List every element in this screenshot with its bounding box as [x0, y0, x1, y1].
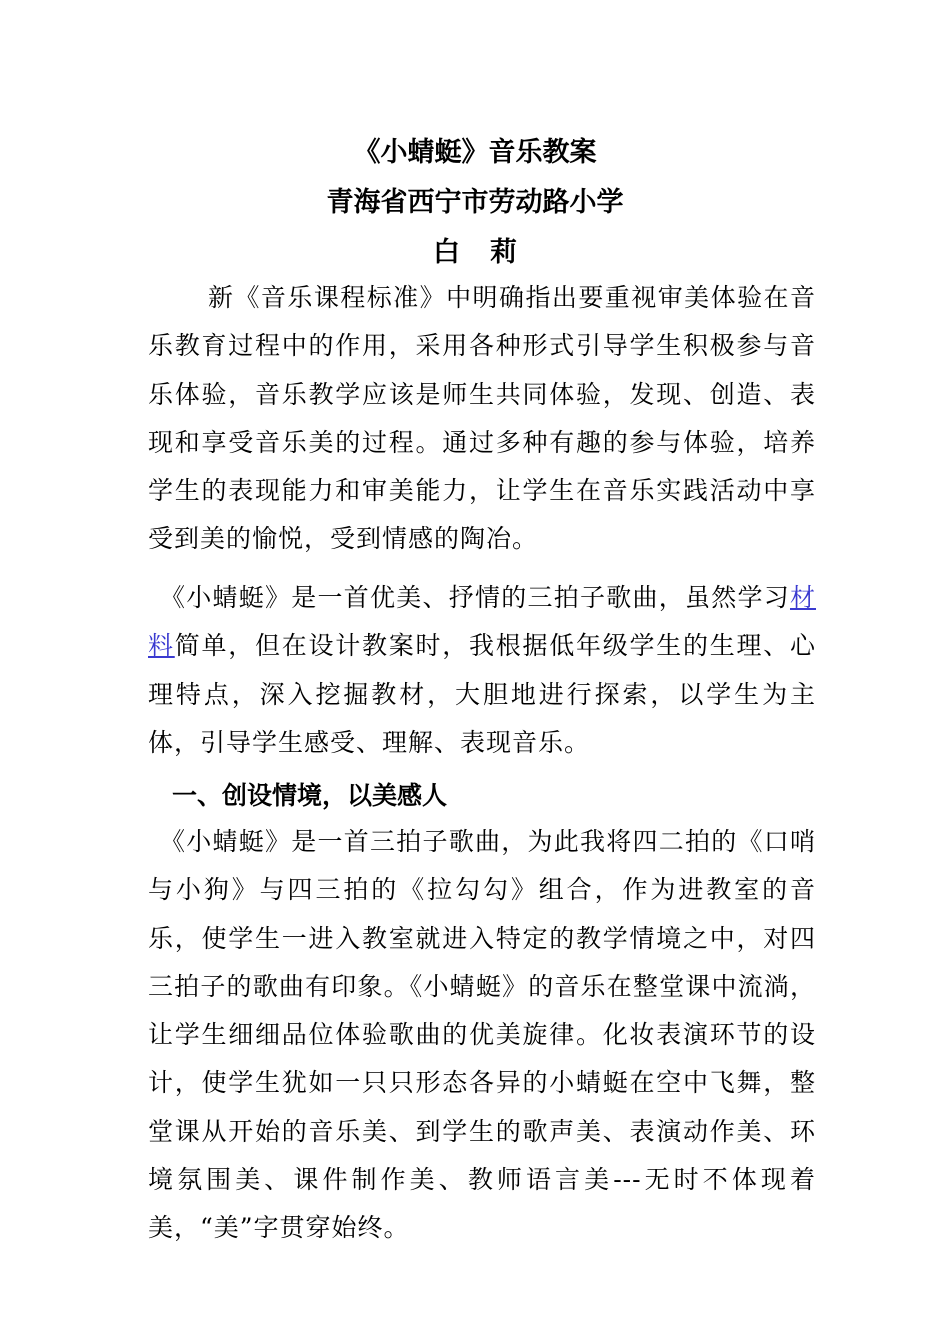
document-title: 《小蜻蜓》音乐教案 [353, 137, 597, 168]
overview-text-before: 《小蜻蜓》是一首优美、抒情的三拍子歌曲，虽然学习 [160, 583, 790, 612]
section-heading: 一、创设情境，以美感人 [172, 781, 448, 810]
author-name: 白莉 [433, 237, 547, 268]
overview-text-after: 简单，但在设计教案时，我根据低年级学生的生理、心理特点，深入挖掘教材，大胆地进行探索，以学生为主体，引导学生感受、理解、表现音乐。 [148, 631, 816, 757]
materials-link[interactable]: 材料 [148, 583, 816, 661]
intro-paragraph: 新《音乐课程标准》中明确指出要重视审美体验在音乐教育过程中的作用，采用各种形式引导学生积极参与音乐体验，音乐教学应该是师生共同体验，发现、创造、表现和享受音乐美的过程。通过多种有趣的参与体验，培养学生的表现能力和审美能力，让学生在音乐实践活动中享受到美的愉悦，受到情感的陶冶。 [148, 283, 816, 554]
overview-paragraph [148, 574, 816, 767]
school-name: 青海省西宁市劳动路小学 [326, 187, 624, 218]
section-paragraph: 《小蜻蜓》是一首三拍子歌曲，为此我将四二拍的《口哨与小狗》与四三拍的《拉勾勾》组合，作为进教室的音乐，使学生一进入教室就进入特定的教学情境之中，对四三拍子的歌曲有印象。《小蜻蜓》的音乐在整堂课中流淌，让学生细细品位体验歌曲的优美旋律。化妆表演环节的设计，使学生犹如一只只形态各异的小蜻蜓在空中飞舞，整堂课从开始的音乐美、到学生的歌声美、表演动作美、环境氛围美、课件制作美、教师语言美---无时不体现着美，“美”字贯穿始终。 [148, 827, 816, 1243]
